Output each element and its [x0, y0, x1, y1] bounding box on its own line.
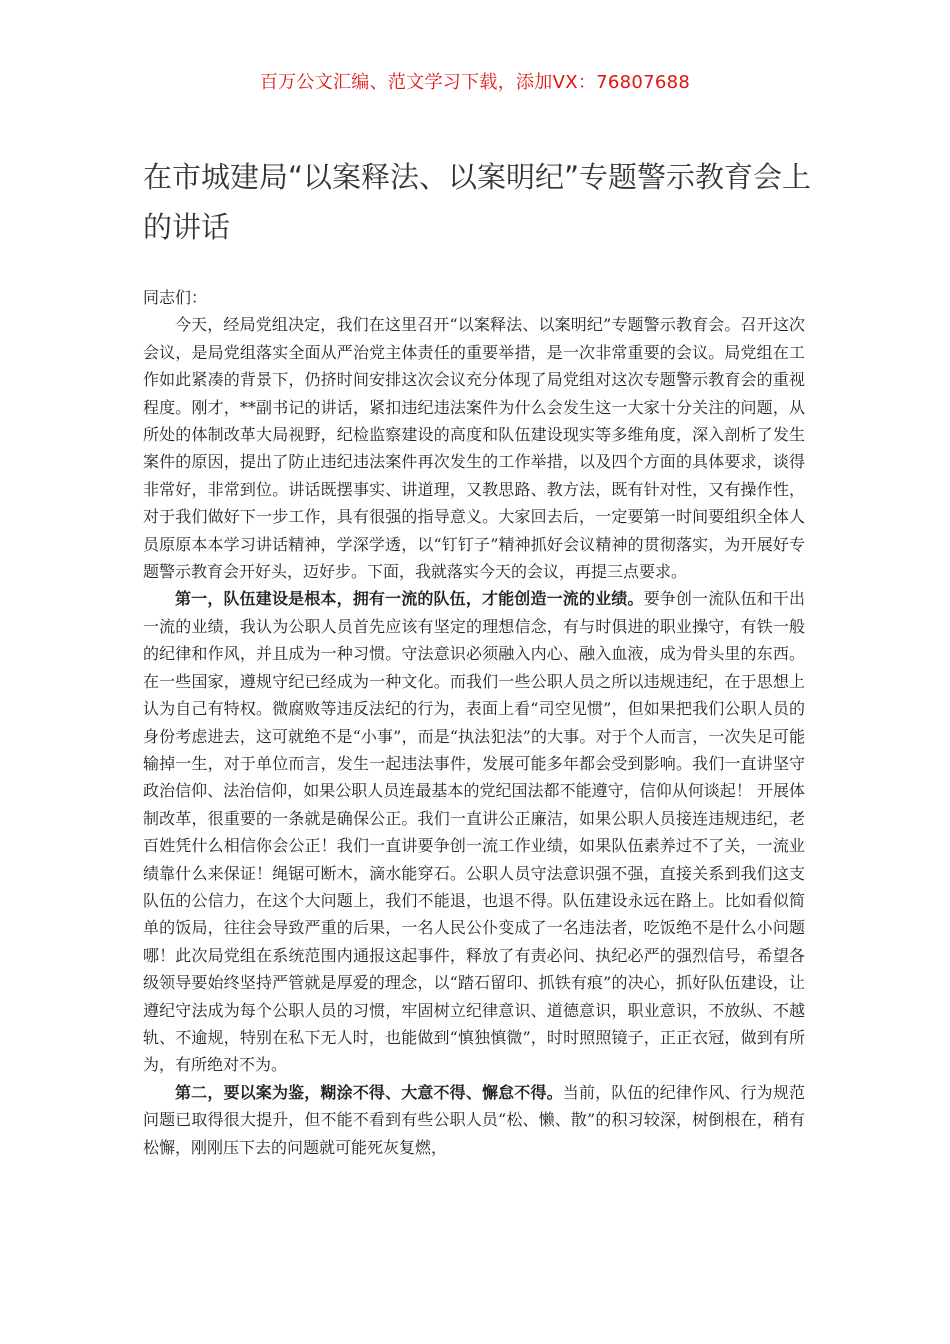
paragraph-second-point [143, 1079, 805, 1161]
document-body [143, 284, 805, 1161]
paragraph-intro [143, 311, 805, 585]
page-title: 在市城建局“以案释法、以案明纪”专题警示教育会上的讲话 [143, 160, 812, 244]
paragraph-lead: 第二，要以案为鉴，糊涂不得、大意不得、懈怠不得。 [175, 1082, 563, 1102]
promo-header: 百万公文汇编、范文学习下载，添加VX：76807688 [259, 72, 691, 93]
paragraph-body: 今天，经局党组决定，我们在这里召开“以案释法、以案明纪”专题警示教育会。召开这次会议，是局党组落实全面从严治党主体责任的重要举措，是一次非常重要的会议。局党组在工作如此紧凑的背景下，仍挤时间安排这次会议充分体现了局党组对这次专题警示教育会的重视程度。刚才，**副书记的讲话，紧扣违纪违法案件为什么会发生这一大家十分关注的问题，从所处的体制改革大局视野，纪检监察建设的高度和队伍建设现实等多维角度，深入剖析了发生案件的原因，提出了防止违纪违法案件再次发生的工作举措，以及四个方面的具体要求，谈得非常好，非常到位。讲话既摆事实、讲道理，又教思路、教方法，既有针对性，又有操作性，对于我们做好下一步工作，具有很强的指导意义。大家回去后，一定要第一时间要组织全体人员原原本本学习讲话精神，学深学透，以“钉钉子”精神抓好会议精神的贯彻落实，为开展好专题警示教育会开好头，迈好步。下面，我就落实今天的会议，再提三点要求。 [143, 315, 805, 582]
paragraph-first-point [143, 585, 805, 1078]
salutation: 同志们： [143, 288, 208, 307]
paragraph-body: 当前，队伍的纪律作风、行为规范问题已取得很大提升，但不能不看到有些公职人员“松、懒、散”的积习较深，树倒根在，稍有松懈，刚刚压下去的问题就可能死灰复燃， [143, 1082, 805, 1157]
paragraph-body: 要争创一流队伍和干出一流的业绩，我认为公职人员首先应该有坚定的理想信念，有与时俱进的职业操守，有铁一般的纪律和作风，并且成为一种习惯。守法意识必须融入内心、融入血液，成为骨头里的东西。在一些国家，遵规守纪已经成为一种文化。而我们一些公职人员之所以违规违纪，在于思想上认为自己有特权。微腐败等违反法纪的行为，表面上看“司空见惯”，但如果把我们公职人员的身份考虑进去，这可就绝不是“小事”，而是“执法犯法”的大事。对于个人而言，一次失足可能输掉一生，对于单位而言，发生一起违法事件，发展可能多年都会受到影响。我们一直讲坚守政治信仰、法治信仰，如果公职人员连最基本的党纪国法都不能遵守，信仰从何谈起！ 开展体制改革，很重要的一条就是确保公正。我们一直讲公正廉洁，如果公职人员接连违规违纪，老百姓凭什么相信你会公正！我们一直讲要争创一流工作业绩，如果队伍素养过不了关，一流业绩靠什么来保证！绳锯可断木，滴水能穿石。公职人员守法意识强不强，直接关系到我们这支队伍的公信力，在这个大问题上，我们不能退，也退不得。队伍建设永远在路上。比如看似简单的饭局，往往会导致严重的后果，一名人民公仆变成了一名违法者，吃饭绝不是什么小问题哪！此次局党组在系统范围内通报这起事件，释放了有责必问、执纪必严的强烈信号，希望各级领导要始终坚持严管就是厚爱的理念，以“踏石留印、抓铁有痕”的决心，抓好队伍建设，让遵纪守法成为每个公职人员的习惯，牢固树立纪律意识、道德意识，职业意识，不放纵、不越轨、不逾规，特别在私下无人时，也能做到“慎独慎微”，时时照照镜子，正正衣冠，做到有所为，有所绝对不为。 [143, 589, 805, 1075]
paragraph-lead: 第一，队伍建设是根本，拥有一流的队伍，才能创造一流的业绩。 [175, 589, 644, 609]
